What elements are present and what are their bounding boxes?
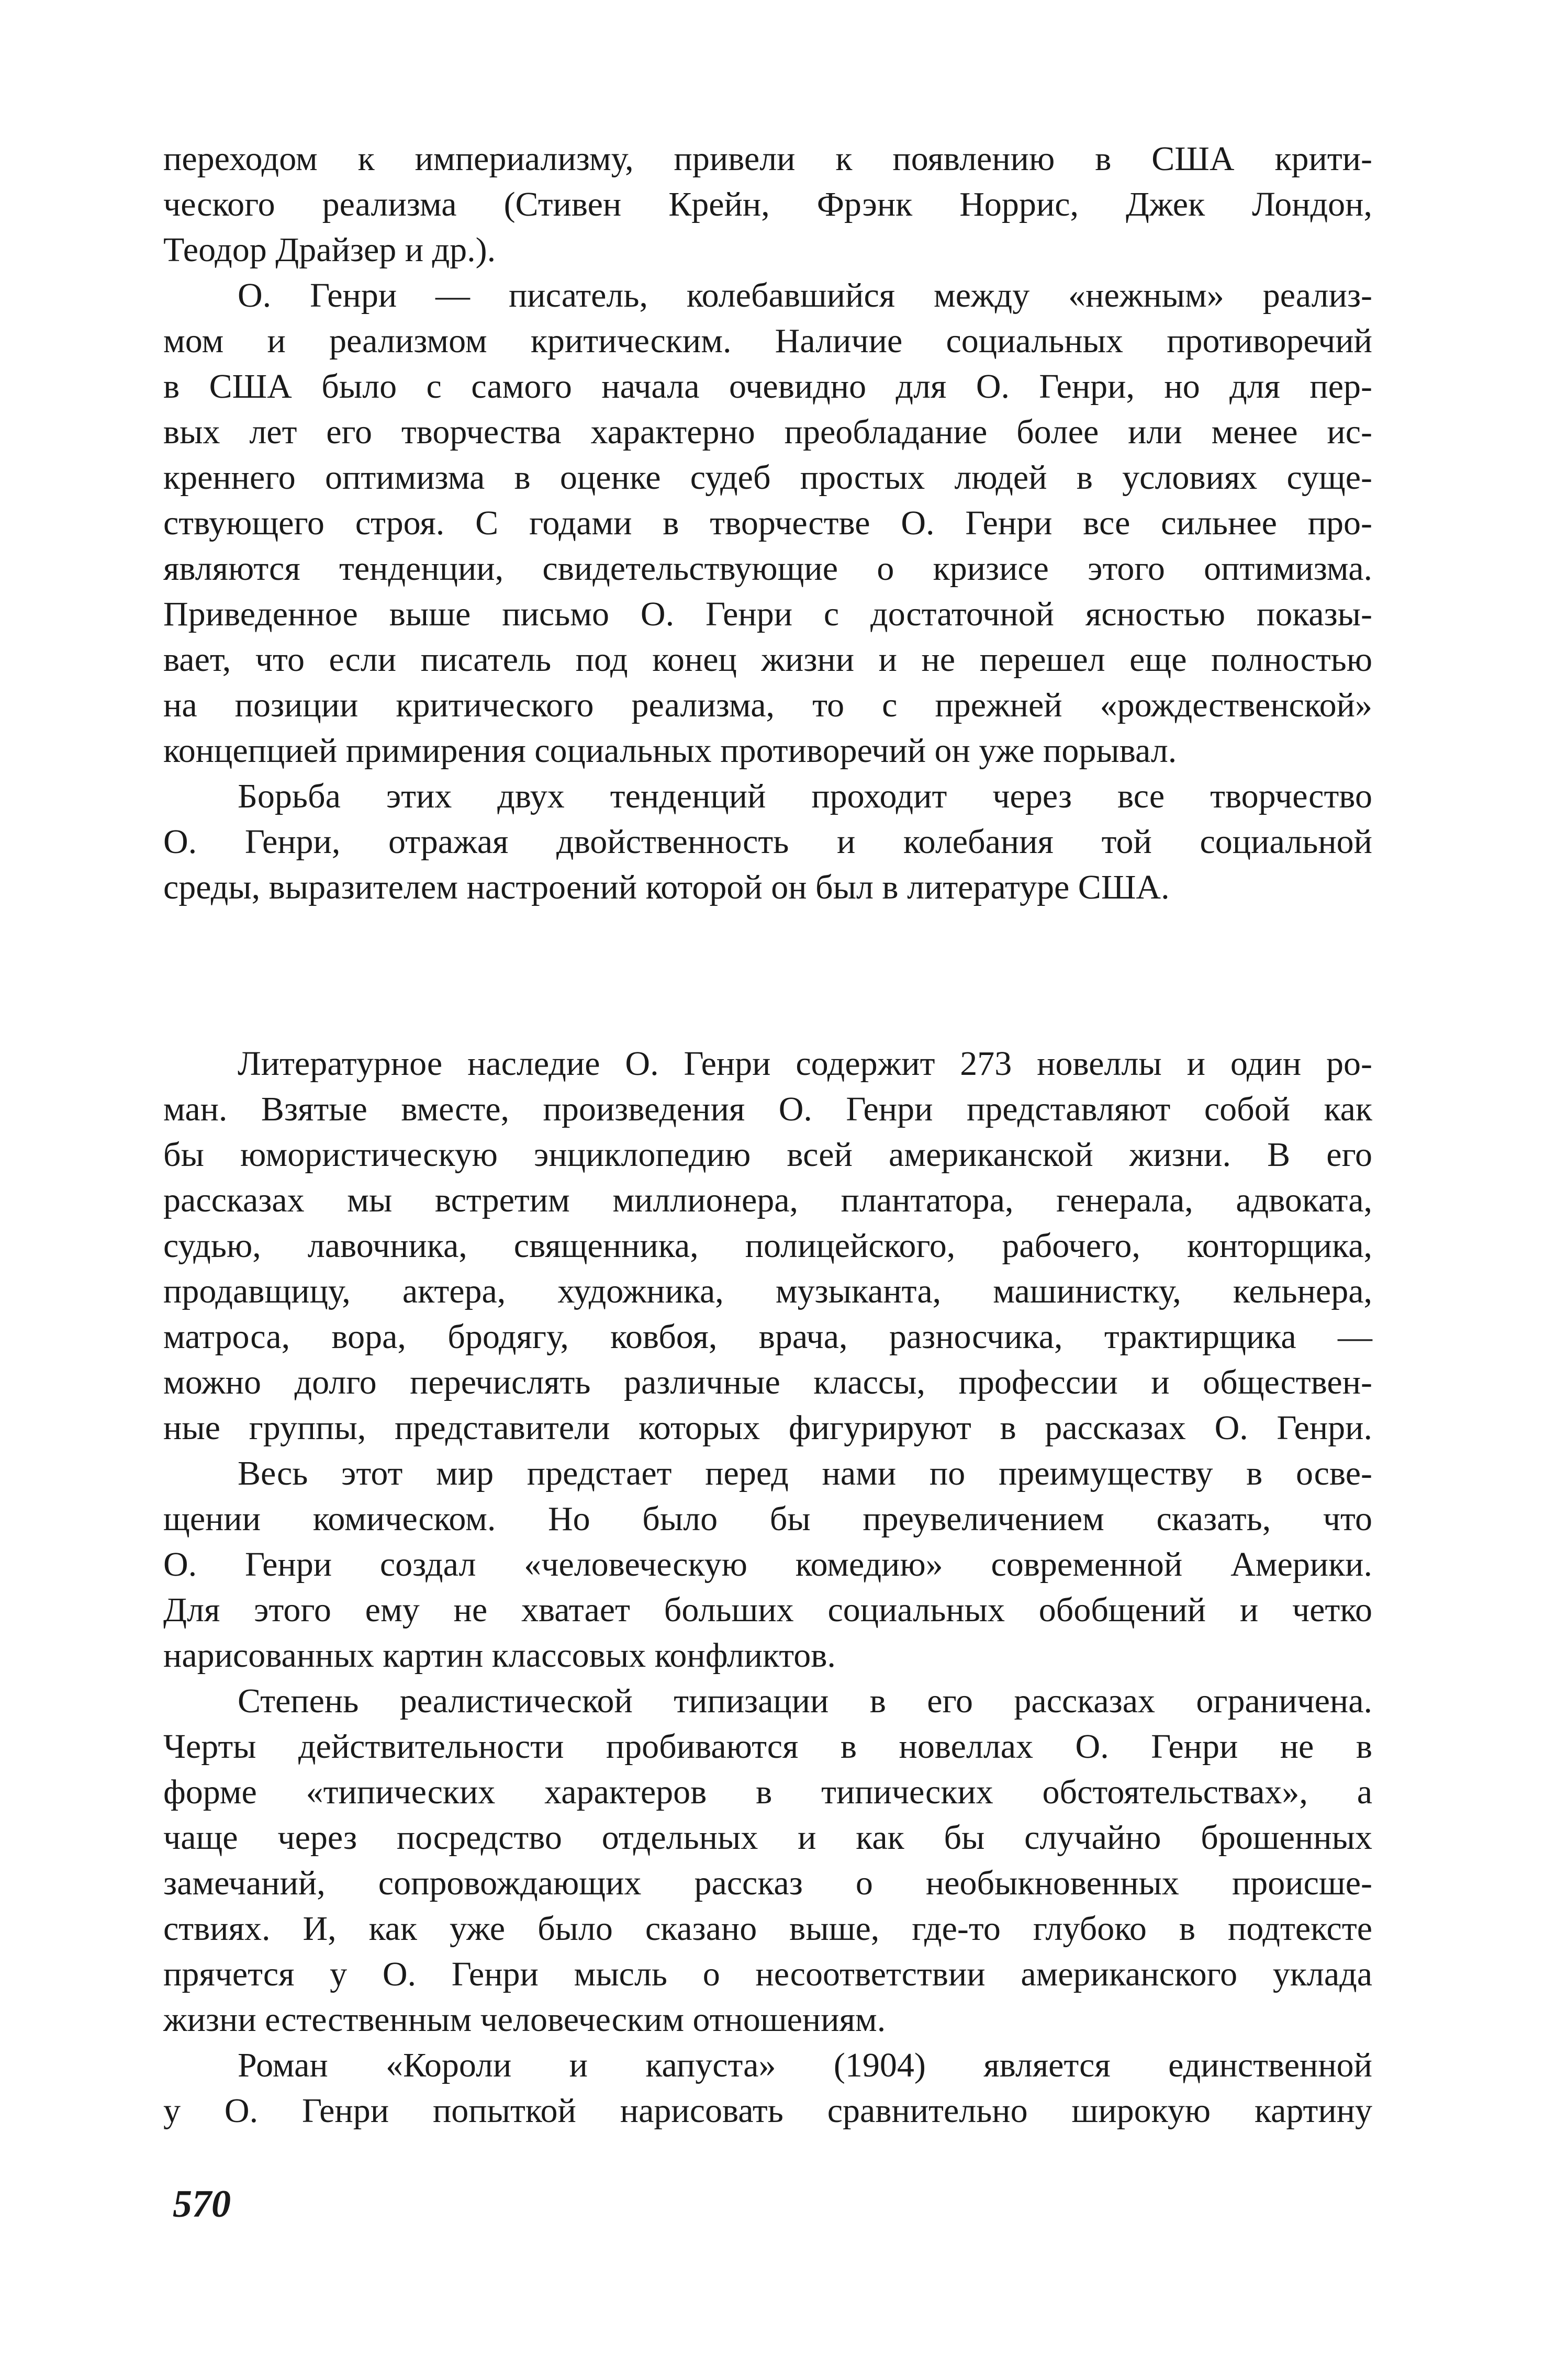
text-line: Весь этот мир предстает перед нами по преимуществу в осве- <box>238 1454 1372 1492</box>
text-line: Роман «Короли и капуста» (1904) является единственной <box>238 2046 1372 2084</box>
paragraph-2 <box>163 273 1372 773</box>
text-line: ман. Взятые вместе, произведения О. Генри представляют собой как <box>163 1090 1372 1128</box>
text-line: судью, лавочника, священника, полицейского, рабочего, конторщика, <box>163 1227 1372 1265</box>
text-line: мом и реализмом критическим. Наличие социальных противоречий <box>163 322 1372 360</box>
paragraph-3 <box>163 773 1372 910</box>
text-line: концепцией примирения социальных противоречий он уже порывал. <box>163 732 1177 770</box>
text-line: Литературное наследие О. Генри содержит 273 новеллы и один ро- <box>238 1045 1372 1083</box>
text-line: Черты действительности пробиваются в новеллах О. Генри не в <box>163 1727 1372 1766</box>
text-line: Степень реалистической типизации в его рассказах ограничена. <box>238 1682 1372 1720</box>
text-line: рассказах мы встретим миллионера, плантатора, генерала, адвоката, <box>163 1181 1372 1219</box>
paragraph-7 <box>163 2042 1372 2134</box>
text-line: ствиях. И, как уже было сказано выше, где-то глубоко в подтексте <box>163 1910 1372 1948</box>
text-line: форме «типических характеров в типических обстоятельствах», а <box>163 1773 1372 1811</box>
text-line: чаще через посредство отдельных и как бы случайно брошенных <box>163 1818 1372 1857</box>
section-break <box>163 910 1372 1041</box>
text-line: можно долго перечислять различные классы, профессии и обществен- <box>163 1363 1372 1401</box>
text-line: О. Генри создал «человеческую комедию» современной Америки. <box>163 1545 1372 1584</box>
text-line: вых лет его творчества характерно преобладание более или менее ис- <box>163 413 1372 451</box>
text-line: переходом к империализму, привели к появлению в США крити- <box>163 140 1372 178</box>
text-line: вает, что если писатель под конец жизни и не перешел еще полностью <box>163 641 1372 679</box>
text-line: прячется у О. Генри мысль о несоответствии американского уклада <box>163 1955 1372 1993</box>
text-line: ные группы, представители которых фигурируют в рассказах О. Генри. <box>163 1409 1372 1447</box>
text-line: матроса, вора, бродягу, ковбоя, врача, разносчика, трактирщика — <box>163 1318 1372 1356</box>
text-line: О. Генри, отражая двойственность и колебания той социальной <box>163 823 1372 861</box>
paragraph-4 <box>163 1041 1372 1451</box>
text-line: Теодор Драйзер и др.). <box>163 231 496 269</box>
text-line: Борьба этих двух тенденций проходит через все творчество <box>238 777 1372 815</box>
text-line: О. Генри — писатель, колебавшийся между «нежным» реализ- <box>238 276 1372 315</box>
text-line: щении комическом. Но было бы преувеличением сказать, что <box>163 1500 1372 1538</box>
text-line: креннего оптимизма в оценке судеб простых людей в условиях суще- <box>163 458 1372 497</box>
text-line: ческого реализма (Стивен Крейн, Фрэнк Норрис, Джек Лондон, <box>163 185 1372 223</box>
page-body <box>163 136 1372 2134</box>
paragraph-6 <box>163 1678 1372 2042</box>
paragraph-1 <box>163 136 1372 273</box>
text-line: на позиции критического реализма, то с прежней «рождественской» <box>163 686 1372 724</box>
text-line: у О. Генри попыткой нарисовать сравнительно широкую картину <box>163 2092 1372 2130</box>
text-line: среды, выразителем настроений которой он был в литературе США. <box>163 868 1170 906</box>
text-line: Приведенное выше письмо О. Генри с достаточной ясностью показы- <box>163 595 1372 633</box>
text-line: Для этого ему не хватает больших социальных обобщений и четко <box>163 1591 1372 1629</box>
page-number: 570 <box>173 2183 231 2226</box>
paragraph-5 <box>163 1451 1372 1678</box>
text-line: замечаний, сопровождающих рассказ о необыкновенных происше- <box>163 1864 1372 1902</box>
text-line: в США было с самого начала очевидно для О. Генри, но для пер- <box>163 367 1372 406</box>
text-line: ствующего строя. С годами в творчестве О. Генри все сильнее про- <box>163 504 1372 542</box>
text-line: нарисованных картин классовых конфликтов. <box>163 1636 836 1675</box>
text-line: являются тенденции, свидетельствующие о кризисе этого оптимизма. <box>163 549 1372 588</box>
text-line: бы юмористическую энциклопедию всей американской жизни. В его <box>163 1136 1372 1174</box>
text-line: продавщицу, актера, художника, музыканта, машинистку, кельнера, <box>163 1272 1372 1310</box>
text-line: жизни естественным человеческим отношениям. <box>163 2001 886 2039</box>
